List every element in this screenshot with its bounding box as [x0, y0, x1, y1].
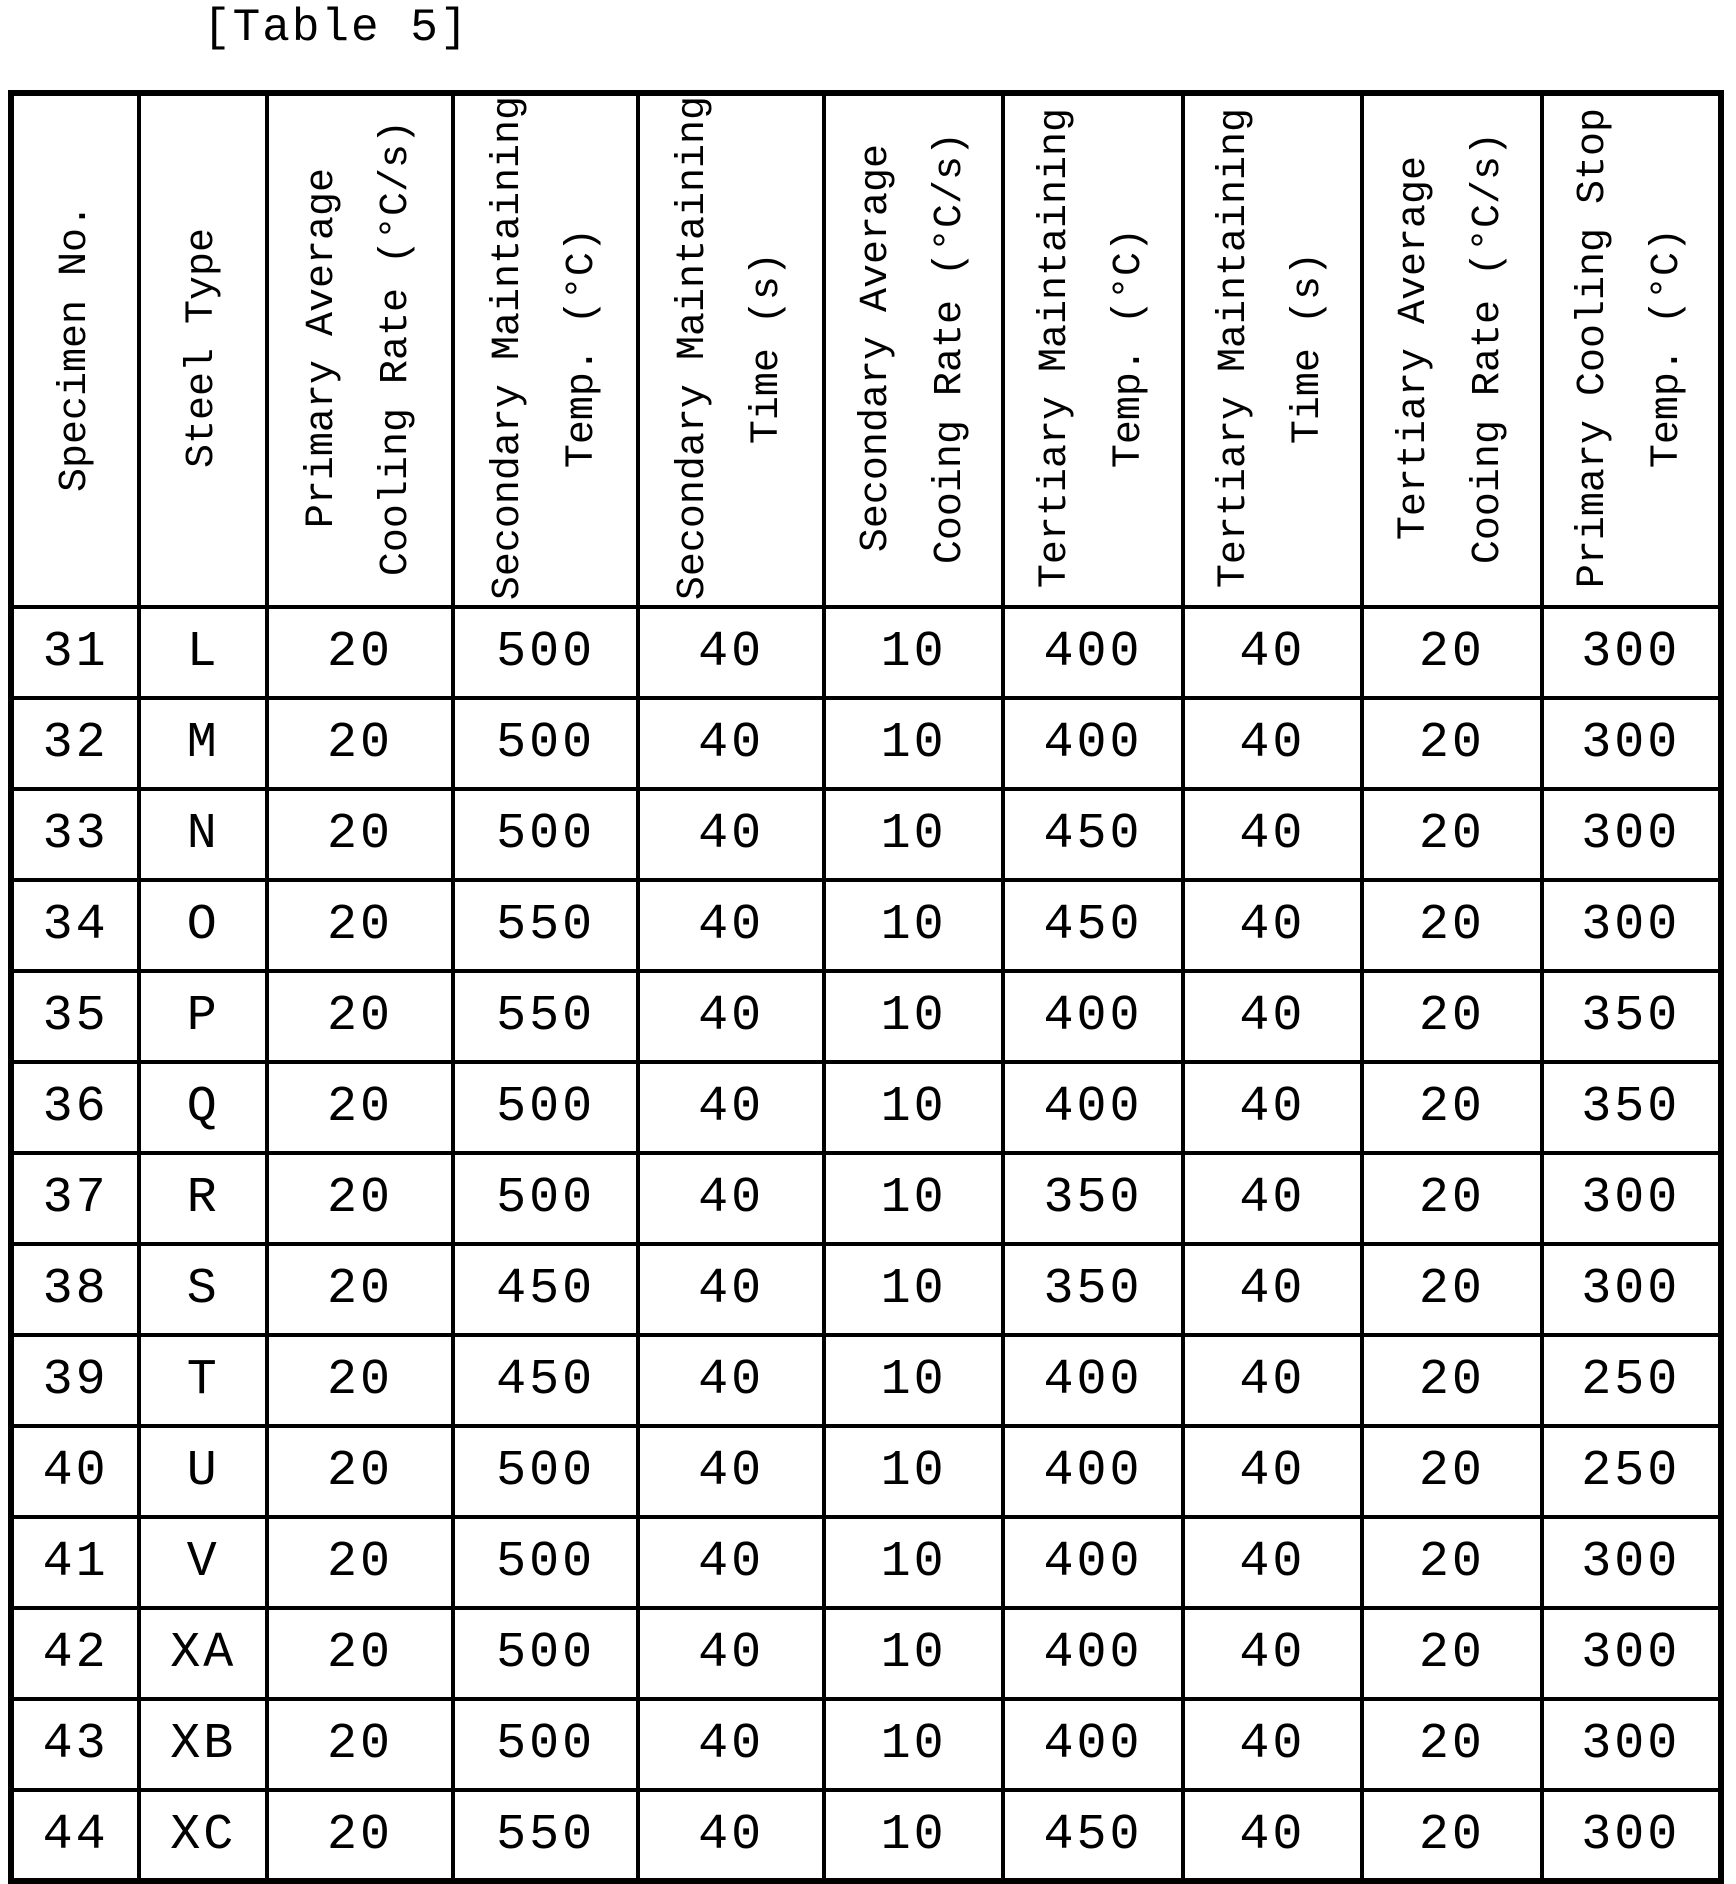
- cell-secondary-maintain-temp: 500: [453, 1426, 639, 1517]
- cell-specimen-no: 31: [11, 607, 139, 698]
- cell-tertiary-maintain-time: 40: [1183, 971, 1362, 1062]
- cell-tertiary-maintain-time: 40: [1183, 1517, 1362, 1608]
- cell-primary-cooling-stop: 300: [1542, 1608, 1721, 1699]
- column-header-label: Tertiary Average Cooing Rate (°C/s): [1391, 132, 1511, 565]
- cell-specimen-no: 43: [11, 1699, 139, 1790]
- cell-secondary-maintain-temp: 550: [453, 971, 639, 1062]
- cell-secondary-maintain-time: 40: [638, 789, 824, 880]
- cell-steel-type: V: [139, 1517, 267, 1608]
- cell-primary-cooling-stop: 300: [1542, 789, 1721, 880]
- cell-secondary-cooling-rate: 10: [824, 1608, 1003, 1699]
- cell-primary-cooling-rate: 20: [267, 1062, 453, 1153]
- cell-steel-type: Q: [139, 1062, 267, 1153]
- cell-secondary-maintain-time: 40: [638, 1335, 824, 1426]
- column-header: [453, 93, 639, 607]
- cell-primary-cooling-rate: 20: [267, 1426, 453, 1517]
- column-header-label: Secondary Maintaining Time (s): [671, 96, 791, 601]
- cell-tertiary-cooling-rate: 20: [1362, 1790, 1541, 1881]
- cell-secondary-cooling-rate: 10: [824, 1426, 1003, 1517]
- table-row: [11, 1244, 1721, 1335]
- cell-steel-type: U: [139, 1426, 267, 1517]
- table-title: [Table 5]: [203, 2, 470, 54]
- cell-primary-cooling-rate: 20: [267, 880, 453, 971]
- table-row: [11, 1699, 1721, 1790]
- cell-secondary-maintain-temp: 500: [453, 607, 639, 698]
- cell-primary-cooling-stop: 300: [1542, 698, 1721, 789]
- table-header: [11, 93, 1721, 607]
- cell-specimen-no: 35: [11, 971, 139, 1062]
- cell-secondary-maintain-temp: 500: [453, 789, 639, 880]
- cell-steel-type: L: [139, 607, 267, 698]
- cell-secondary-maintain-time: 40: [638, 698, 824, 789]
- column-header: [267, 93, 453, 607]
- cell-specimen-no: 41: [11, 1517, 139, 1608]
- cell-primary-cooling-stop: 300: [1542, 1153, 1721, 1244]
- cell-tertiary-maintain-temp: 400: [1003, 1335, 1182, 1426]
- cell-primary-cooling-stop: 250: [1542, 1335, 1721, 1426]
- cell-secondary-cooling-rate: 10: [824, 789, 1003, 880]
- table-row: [11, 1517, 1721, 1608]
- cell-secondary-cooling-rate: 10: [824, 1062, 1003, 1153]
- cell-tertiary-maintain-time: 40: [1183, 607, 1362, 698]
- cell-secondary-cooling-rate: 10: [824, 880, 1003, 971]
- cell-tertiary-maintain-time: 40: [1183, 1790, 1362, 1881]
- column-header: [824, 93, 1003, 607]
- column-header-label: Primary Cooling Stop Temp. (°C): [1570, 108, 1690, 589]
- cell-primary-cooling-rate: 20: [267, 1153, 453, 1244]
- cell-steel-type: S: [139, 1244, 267, 1335]
- cell-tertiary-maintain-time: 40: [1183, 698, 1362, 789]
- cell-primary-cooling-rate: 20: [267, 1335, 453, 1426]
- cell-primary-cooling-rate: 20: [267, 789, 453, 880]
- cell-specimen-no: 40: [11, 1426, 139, 1517]
- cell-secondary-maintain-temp: 450: [453, 1244, 639, 1335]
- table-row: [11, 789, 1721, 880]
- cell-secondary-cooling-rate: 10: [824, 698, 1003, 789]
- cell-secondary-maintain-time: 40: [638, 1608, 824, 1699]
- cell-secondary-maintain-time: 40: [638, 1244, 824, 1335]
- table-row: [11, 607, 1721, 698]
- cell-primary-cooling-rate: 20: [267, 1699, 453, 1790]
- cell-secondary-maintain-temp: 500: [453, 1517, 639, 1608]
- cell-primary-cooling-stop: 300: [1542, 1790, 1721, 1881]
- column-header-label: Primary Average Cooling Rate (°C/s): [300, 120, 420, 577]
- cell-tertiary-cooling-rate: 20: [1362, 1062, 1541, 1153]
- cell-secondary-cooling-rate: 10: [824, 971, 1003, 1062]
- cell-tertiary-maintain-time: 40: [1183, 1062, 1362, 1153]
- cell-primary-cooling-rate: 20: [267, 1244, 453, 1335]
- table-row: [11, 880, 1721, 971]
- column-header: [1003, 93, 1182, 607]
- cell-secondary-maintain-temp: 500: [453, 1608, 639, 1699]
- column-header-label: Tertiary Maintaining Time (s): [1212, 108, 1332, 589]
- column-header-label: Secondary Average Cooing Rate (°C/s): [853, 132, 973, 565]
- cell-specimen-no: 44: [11, 1790, 139, 1881]
- cell-tertiary-maintain-temp: 400: [1003, 698, 1182, 789]
- cell-tertiary-cooling-rate: 20: [1362, 789, 1541, 880]
- header-row: [11, 93, 1721, 607]
- cell-tertiary-cooling-rate: 20: [1362, 1244, 1541, 1335]
- cell-steel-type: XB: [139, 1699, 267, 1790]
- cell-tertiary-cooling-rate: 20: [1362, 1699, 1541, 1790]
- cell-secondary-cooling-rate: 10: [824, 1699, 1003, 1790]
- cell-tertiary-cooling-rate: 20: [1362, 1426, 1541, 1517]
- cell-steel-type: XC: [139, 1790, 267, 1881]
- cell-primary-cooling-rate: 20: [267, 1608, 453, 1699]
- cell-primary-cooling-stop: 350: [1542, 971, 1721, 1062]
- cell-specimen-no: 34: [11, 880, 139, 971]
- column-header: [1183, 93, 1362, 607]
- cell-tertiary-maintain-temp: 350: [1003, 1244, 1182, 1335]
- table-row: [11, 971, 1721, 1062]
- column-header-label: Secondary Maintaining Temp. (°C): [485, 96, 605, 601]
- cell-primary-cooling-stop: 300: [1542, 1517, 1721, 1608]
- cell-primary-cooling-rate: 20: [267, 971, 453, 1062]
- cell-specimen-no: 37: [11, 1153, 139, 1244]
- cell-specimen-no: 38: [11, 1244, 139, 1335]
- cell-secondary-cooling-rate: 10: [824, 1244, 1003, 1335]
- cell-primary-cooling-rate: 20: [267, 1517, 453, 1608]
- cell-specimen-no: 32: [11, 698, 139, 789]
- cell-steel-type: T: [139, 1335, 267, 1426]
- cell-steel-type: O: [139, 880, 267, 971]
- column-header: [638, 93, 824, 607]
- cell-secondary-maintain-time: 40: [638, 1699, 824, 1790]
- cell-tertiary-maintain-temp: 450: [1003, 789, 1182, 880]
- cell-secondary-maintain-temp: 450: [453, 1335, 639, 1426]
- cell-primary-cooling-stop: 300: [1542, 1244, 1721, 1335]
- cell-secondary-maintain-temp: 550: [453, 880, 639, 971]
- cell-primary-cooling-stop: 300: [1542, 880, 1721, 971]
- cell-secondary-maintain-temp: 550: [453, 1790, 639, 1881]
- cell-tertiary-maintain-temp: 450: [1003, 880, 1182, 971]
- cell-tertiary-maintain-time: 40: [1183, 1244, 1362, 1335]
- cell-secondary-maintain-time: 40: [638, 1062, 824, 1153]
- table-row: [11, 1062, 1721, 1153]
- cell-steel-type: XA: [139, 1608, 267, 1699]
- cell-tertiary-maintain-time: 40: [1183, 1335, 1362, 1426]
- cell-secondary-cooling-rate: 10: [824, 1517, 1003, 1608]
- cell-secondary-maintain-time: 40: [638, 607, 824, 698]
- cell-secondary-cooling-rate: 10: [824, 1335, 1003, 1426]
- cell-secondary-cooling-rate: 10: [824, 1153, 1003, 1244]
- cell-specimen-no: 33: [11, 789, 139, 880]
- cell-steel-type: P: [139, 971, 267, 1062]
- cell-secondary-maintain-time: 40: [638, 1790, 824, 1881]
- cell-steel-type: R: [139, 1153, 267, 1244]
- table-row: [11, 1426, 1721, 1517]
- cell-tertiary-cooling-rate: 20: [1362, 698, 1541, 789]
- column-header: [11, 93, 139, 607]
- cell-secondary-maintain-temp: 500: [453, 1062, 639, 1153]
- cell-tertiary-cooling-rate: 20: [1362, 1153, 1541, 1244]
- table-row: [11, 1608, 1721, 1699]
- cell-primary-cooling-stop: 350: [1542, 1062, 1721, 1153]
- column-header: [1542, 93, 1721, 607]
- cell-tertiary-maintain-temp: 400: [1003, 1517, 1182, 1608]
- cell-tertiary-cooling-rate: 20: [1362, 1335, 1541, 1426]
- column-header-label: Tertiary Maintaining Temp. (°C): [1033, 108, 1153, 589]
- cell-tertiary-maintain-time: 40: [1183, 1699, 1362, 1790]
- cell-primary-cooling-stop: 300: [1542, 607, 1721, 698]
- column-header-label: Steel Type: [180, 228, 226, 469]
- cell-specimen-no: 36: [11, 1062, 139, 1153]
- column-header: [139, 93, 267, 607]
- cell-tertiary-cooling-rate: 20: [1362, 880, 1541, 971]
- table-row: [11, 1335, 1721, 1426]
- cell-secondary-maintain-time: 40: [638, 1426, 824, 1517]
- cell-specimen-no: 42: [11, 1608, 139, 1699]
- cell-secondary-maintain-temp: 500: [453, 1153, 639, 1244]
- cell-tertiary-cooling-rate: 20: [1362, 1608, 1541, 1699]
- cell-secondary-maintain-time: 40: [638, 1153, 824, 1244]
- cell-tertiary-maintain-temp: 400: [1003, 1699, 1182, 1790]
- table-body: [11, 607, 1721, 1881]
- table-row: [11, 1790, 1721, 1881]
- cell-tertiary-maintain-time: 40: [1183, 1608, 1362, 1699]
- cell-tertiary-maintain-time: 40: [1183, 1426, 1362, 1517]
- specimen-heat-treatment-table: [8, 90, 1724, 1884]
- cell-tertiary-maintain-temp: 400: [1003, 971, 1182, 1062]
- cell-tertiary-cooling-rate: 20: [1362, 607, 1541, 698]
- cell-primary-cooling-stop: 300: [1542, 1699, 1721, 1790]
- column-header: [1362, 93, 1541, 607]
- cell-tertiary-cooling-rate: 20: [1362, 971, 1541, 1062]
- cell-secondary-maintain-temp: 500: [453, 1699, 639, 1790]
- cell-secondary-maintain-time: 40: [638, 971, 824, 1062]
- cell-tertiary-maintain-temp: 400: [1003, 607, 1182, 698]
- cell-tertiary-maintain-temp: 350: [1003, 1153, 1182, 1244]
- cell-specimen-no: 39: [11, 1335, 139, 1426]
- cell-tertiary-maintain-time: 40: [1183, 880, 1362, 971]
- cell-primary-cooling-stop: 250: [1542, 1426, 1721, 1517]
- cell-tertiary-maintain-temp: 400: [1003, 1062, 1182, 1153]
- cell-primary-cooling-rate: 20: [267, 698, 453, 789]
- cell-tertiary-maintain-time: 40: [1183, 789, 1362, 880]
- cell-tertiary-maintain-temp: 450: [1003, 1790, 1182, 1881]
- cell-tertiary-maintain-time: 40: [1183, 1153, 1362, 1244]
- cell-primary-cooling-rate: 20: [267, 607, 453, 698]
- cell-tertiary-maintain-temp: 400: [1003, 1608, 1182, 1699]
- column-header-label: Specimen No.: [52, 204, 98, 493]
- cell-secondary-cooling-rate: 10: [824, 607, 1003, 698]
- table-row: [11, 698, 1721, 789]
- cell-secondary-maintain-temp: 500: [453, 698, 639, 789]
- cell-steel-type: M: [139, 698, 267, 789]
- cell-secondary-maintain-time: 40: [638, 880, 824, 971]
- cell-secondary-cooling-rate: 10: [824, 1790, 1003, 1881]
- cell-steel-type: N: [139, 789, 267, 880]
- cell-tertiary-maintain-temp: 400: [1003, 1426, 1182, 1517]
- cell-secondary-maintain-time: 40: [638, 1517, 824, 1608]
- table-row: [11, 1153, 1721, 1244]
- cell-tertiary-cooling-rate: 20: [1362, 1517, 1541, 1608]
- cell-primary-cooling-rate: 20: [267, 1790, 453, 1881]
